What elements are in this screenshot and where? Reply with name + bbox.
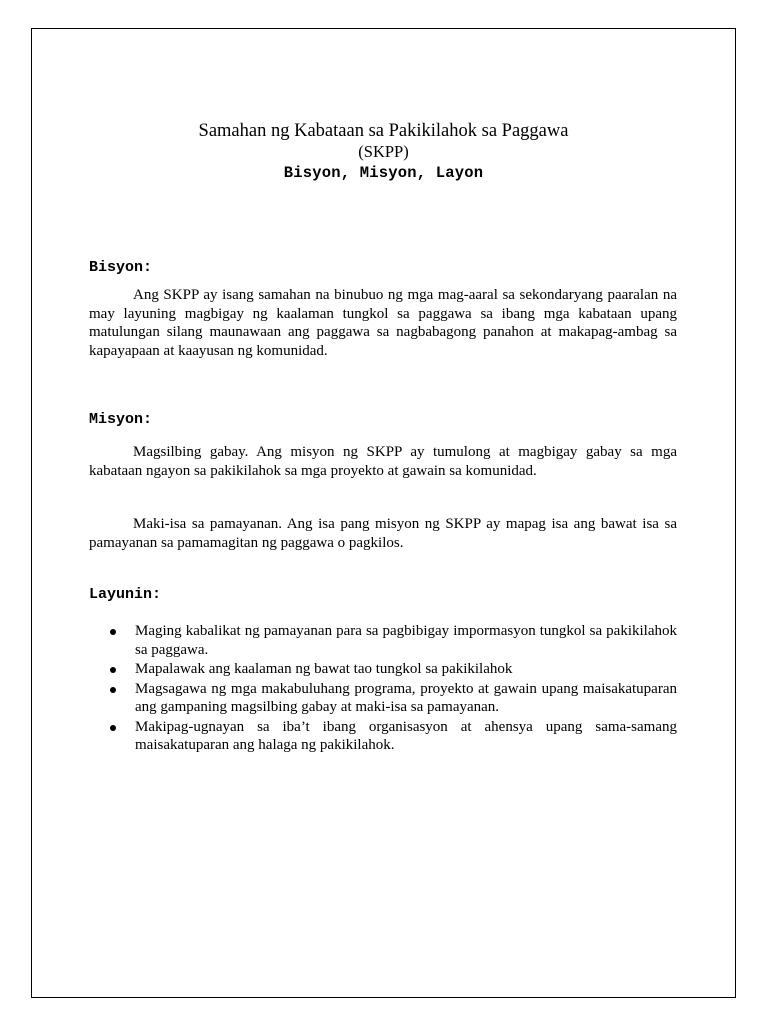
misyon-heading: Misyon: [89,411,153,428]
list-item [110,680,677,717]
document-title: Samahan ng Kabataan sa Pakikilahok sa Paggawa [198,121,569,141]
document-abbreviation: (SKPP) [358,142,409,161]
bullet-icon [110,667,116,673]
misyon-section [89,410,677,430]
list-item-text: Magsagawa ng mga makabuluhang programa, proyekto at gawain upang maisakatuparan ang gampaning magsilbing gabay at maki-isa sa pamayanan. [135,680,677,715]
layunin-section [89,585,677,605]
list-item [110,718,677,755]
document-subtitle: Bisyon, Misyon, Layon [283,164,484,182]
bisyon-paragraph: Ang SKPP ay isang samahan na binubuo ng mga mag-aaral sa sekondaryang paaralan na may layuning magbigay ng kaalaman tungkol sa paggawa sa ibang mga kabataan upang matulungan silang maunawaan ang paggawa sa nagbabagong panahon at makapag-ambag sa kapayapaan at kaayusan ng komunidad. [89,287,677,359]
misyon-body-2 [89,515,677,552]
list-item-text: Makipag-ugnayan sa iba’t ibang organisasyon at ahensya upang sama-samang maisakatuparan ang halaga ng pakikilahok. [135,718,677,753]
layunin-heading: Layunin: [89,586,162,603]
bisyon-heading: Bisyon: [89,259,153,276]
list-item [110,622,677,659]
misyon-body-1 [89,443,677,480]
list-item-text: Maging kabalikat ng pamayanan para sa pagbibigay impormasyon tungkol sa pakikilahok sa paggawa. [135,623,677,658]
list-item [110,660,677,679]
title-block [31,120,736,184]
bisyon-body [89,286,677,360]
misyon-paragraph: Maki-isa sa pamayanan. Ang isa pang misyon ng SKPP ay mapag isa ang bawat isa sa pamayanan sa pamamagitan ng paggawa o pagkilos. [89,516,677,551]
bisyon-section [89,258,677,278]
bullet-icon [110,629,116,635]
list-item-text: Mapalawak ang kaalaman ng bawat tao tungkol sa pakikilahok [135,661,513,677]
bullet-icon [110,725,116,731]
layunin-list [110,622,677,756]
bullet-icon [110,687,116,693]
misyon-paragraph: Magsilbing gabay. Ang misyon ng SKPP ay tumulong at magbigay gabay sa mga kabataan ngayon sa pakikilahok sa mga proyekto at gawain sa komunidad. [89,444,677,479]
